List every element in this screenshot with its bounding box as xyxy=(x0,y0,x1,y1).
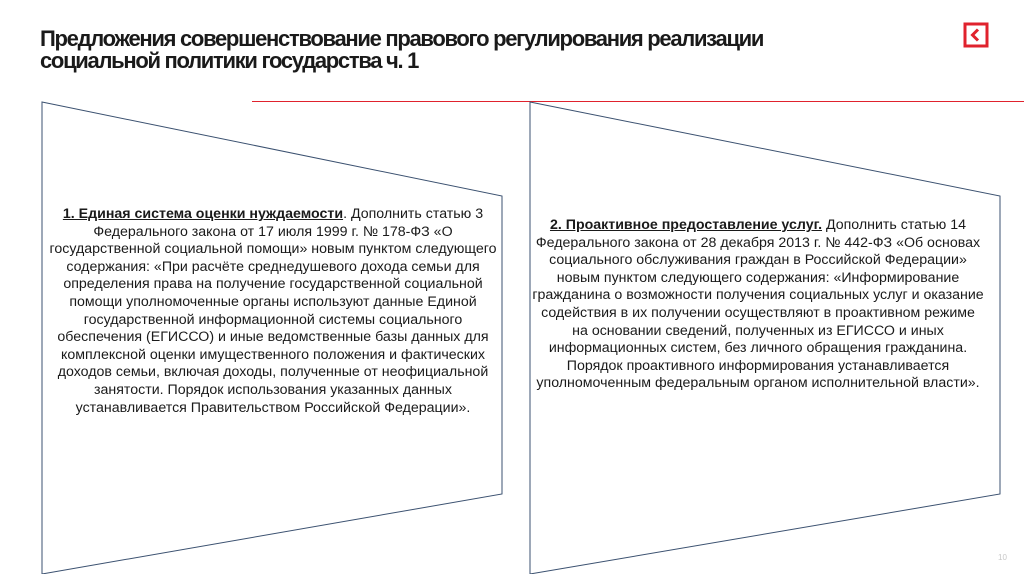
proposal-1-heading-suffix: . xyxy=(343,206,348,222)
proposal-2-body: Дополнить статью 14 Федерального закона от 28 декабря 2013 г. № 442-ФЗ «Об основах социального обслуживания граждан в Российской Федерации» новым пунктом следующего содержания: «Информирование гражданина о возможности получения социальных услуг и оказание содействия в их получении осуществляют в проактивном режиме на основании сведений, полученных из ЕГИССО и иных информационных систем, без личного обращения гражданина. Порядок проактивного информирования устанавливается уполномоченным федеральным органом исполнительной власти». xyxy=(532,217,984,392)
slide-title-line-2: социальной политики государства ч. 1 xyxy=(40,48,419,73)
slide-title-line-1: Предложения совершенствование правового регулирования реализации xyxy=(40,26,764,51)
proposal-1-heading: 1. Единая система оценки нуждаемости xyxy=(62,206,344,222)
proposal-panel-1 xyxy=(46,206,500,417)
page-number: 10 xyxy=(998,553,1007,562)
proposal-1-body: Дополнить статью 3 Федерального закона от 17 июля 1999 г. № 178-ФЗ «О государственной социальной помощи» новым пунктом следующего содержания: «При расчёте среднедушевого дохода семьи для определения права на получение государственной социальной помощи уполномоченные органы используют данные Единой государственной информационной системы социального обеспечения (ЕГИССО) и иные ведомственные базы данных для комплексной оценки имущественного положения и фактических доходов семьи, включая доходы, полученные от неофициальной занятости. Порядок использования указанных данных устанавливается Правительством Российской Федерации». xyxy=(49,206,497,416)
proposal-2-heading: 2. Проактивное предоставление услуг. xyxy=(549,217,823,233)
proposal-panel-2 xyxy=(532,217,984,393)
